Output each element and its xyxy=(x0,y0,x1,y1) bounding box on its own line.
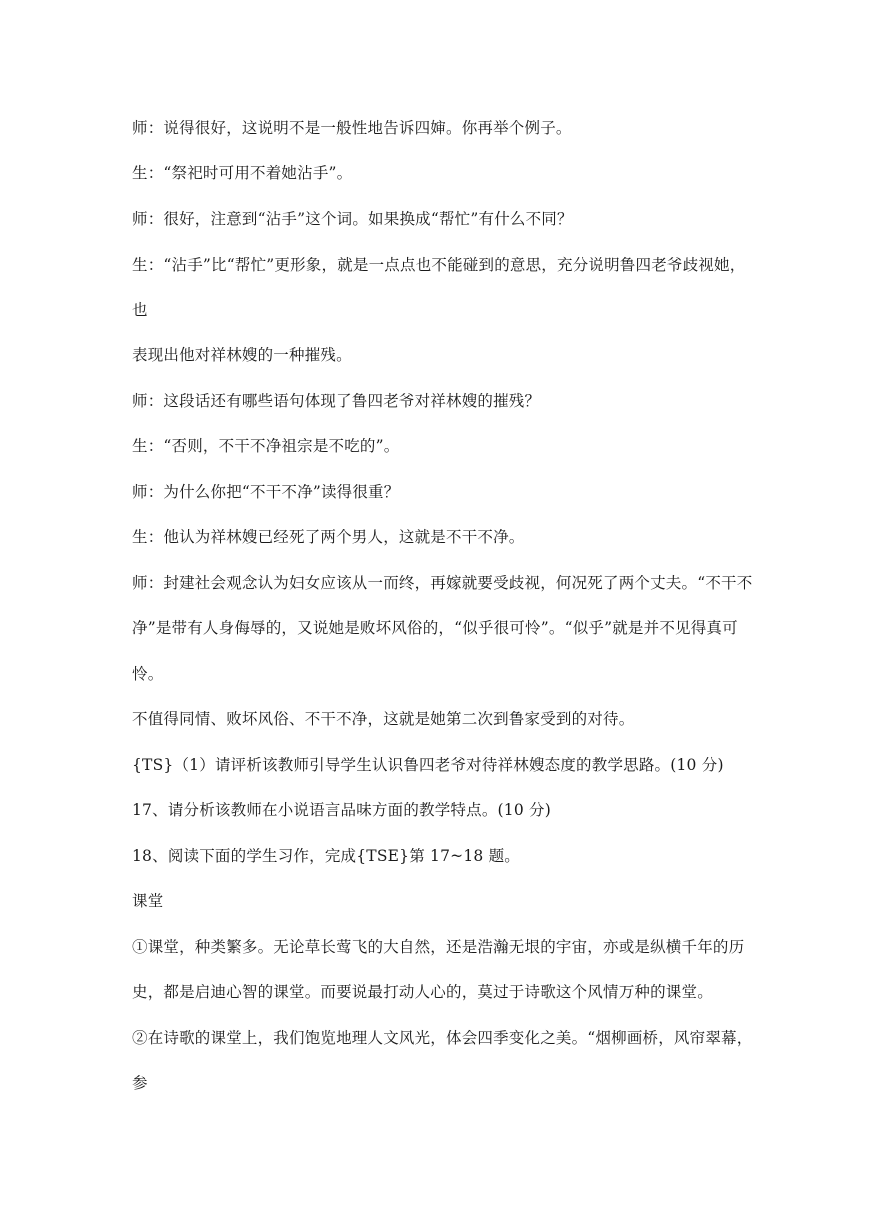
text-line: 生：他认为祥林嫂已经死了两个男人，这就是不干不净。 xyxy=(132,528,525,546)
text-line: 师：很好，注意到“沾手”这个词。如果换成“帮忙”有什么不同？ xyxy=(132,210,573,228)
text-line: ②在诗歌的课堂上，我们饱览地理人文风光，体会四季变化之美。“烟柳画桥，风帘翠幕， xyxy=(132,1029,753,1047)
text-line: 怜。 xyxy=(132,665,164,683)
text-line: 生：“否则，不干不净祖宗是不吃的”。 xyxy=(132,437,400,455)
text-line: 也 xyxy=(132,301,148,319)
text-line: ①课堂，种类繁多。无论草长莺飞的大自然，还是浩瀚无垠的宇宙，亦或是纵横千年的历 xyxy=(132,938,745,956)
text-line: 课堂 xyxy=(132,892,164,910)
text-line: 师：说得很好，这说明不是一般性地告诉四婶。你再举个例子。 xyxy=(132,119,572,137)
text-line: 师：这段话还有哪些语句体现了鲁四老爷对祥林嫂的摧残？ xyxy=(132,392,541,410)
text-line: 师：封建社会观念认为妇女应该从一而终，再嫁就要受歧视，何况死了两个丈夫。“不干不 xyxy=(132,574,753,592)
text-line: 师：为什么你把“不干不净”读得很重？ xyxy=(132,483,400,501)
text-line: 18、阅读下面的学生习作，完成{TSE}第 17~18 题。 xyxy=(132,847,521,865)
text-line: 史，都是启迪心智的课堂。而要说最打动人心的，莫过于诗歌这个风情万种的课堂。 xyxy=(132,983,713,1001)
text-line: 表现出他对祥林嫂的一种摧残。 xyxy=(132,346,352,364)
text-line: 生：“祭祀时可用不着她沾手”。 xyxy=(132,164,353,182)
text-line: {TS}（1）请评析该教师引导学生认识鲁四老爷对待祥林嫂态度的教学思路。(10 分) xyxy=(132,756,724,774)
text-line: 不值得同情、败坏风俗、不干不净，这就是她第二次到鲁家受到的对待。 xyxy=(132,710,635,728)
text-line: 参 xyxy=(132,1074,148,1092)
text-line: 17、请分析该教师在小说语言品味方面的教学特点。(10 分) xyxy=(132,801,551,819)
text-line: 生：“沾手”比“帮忙”更形象，就是一点点也不能碰到的意思，充分说明鲁四老爷歧视她， xyxy=(132,256,746,274)
text-line: 净”是带有人身侮辱的，又说她是败坏风俗的，“似乎很可怜”。“似乎”就是并不见得真可 xyxy=(132,619,738,637)
